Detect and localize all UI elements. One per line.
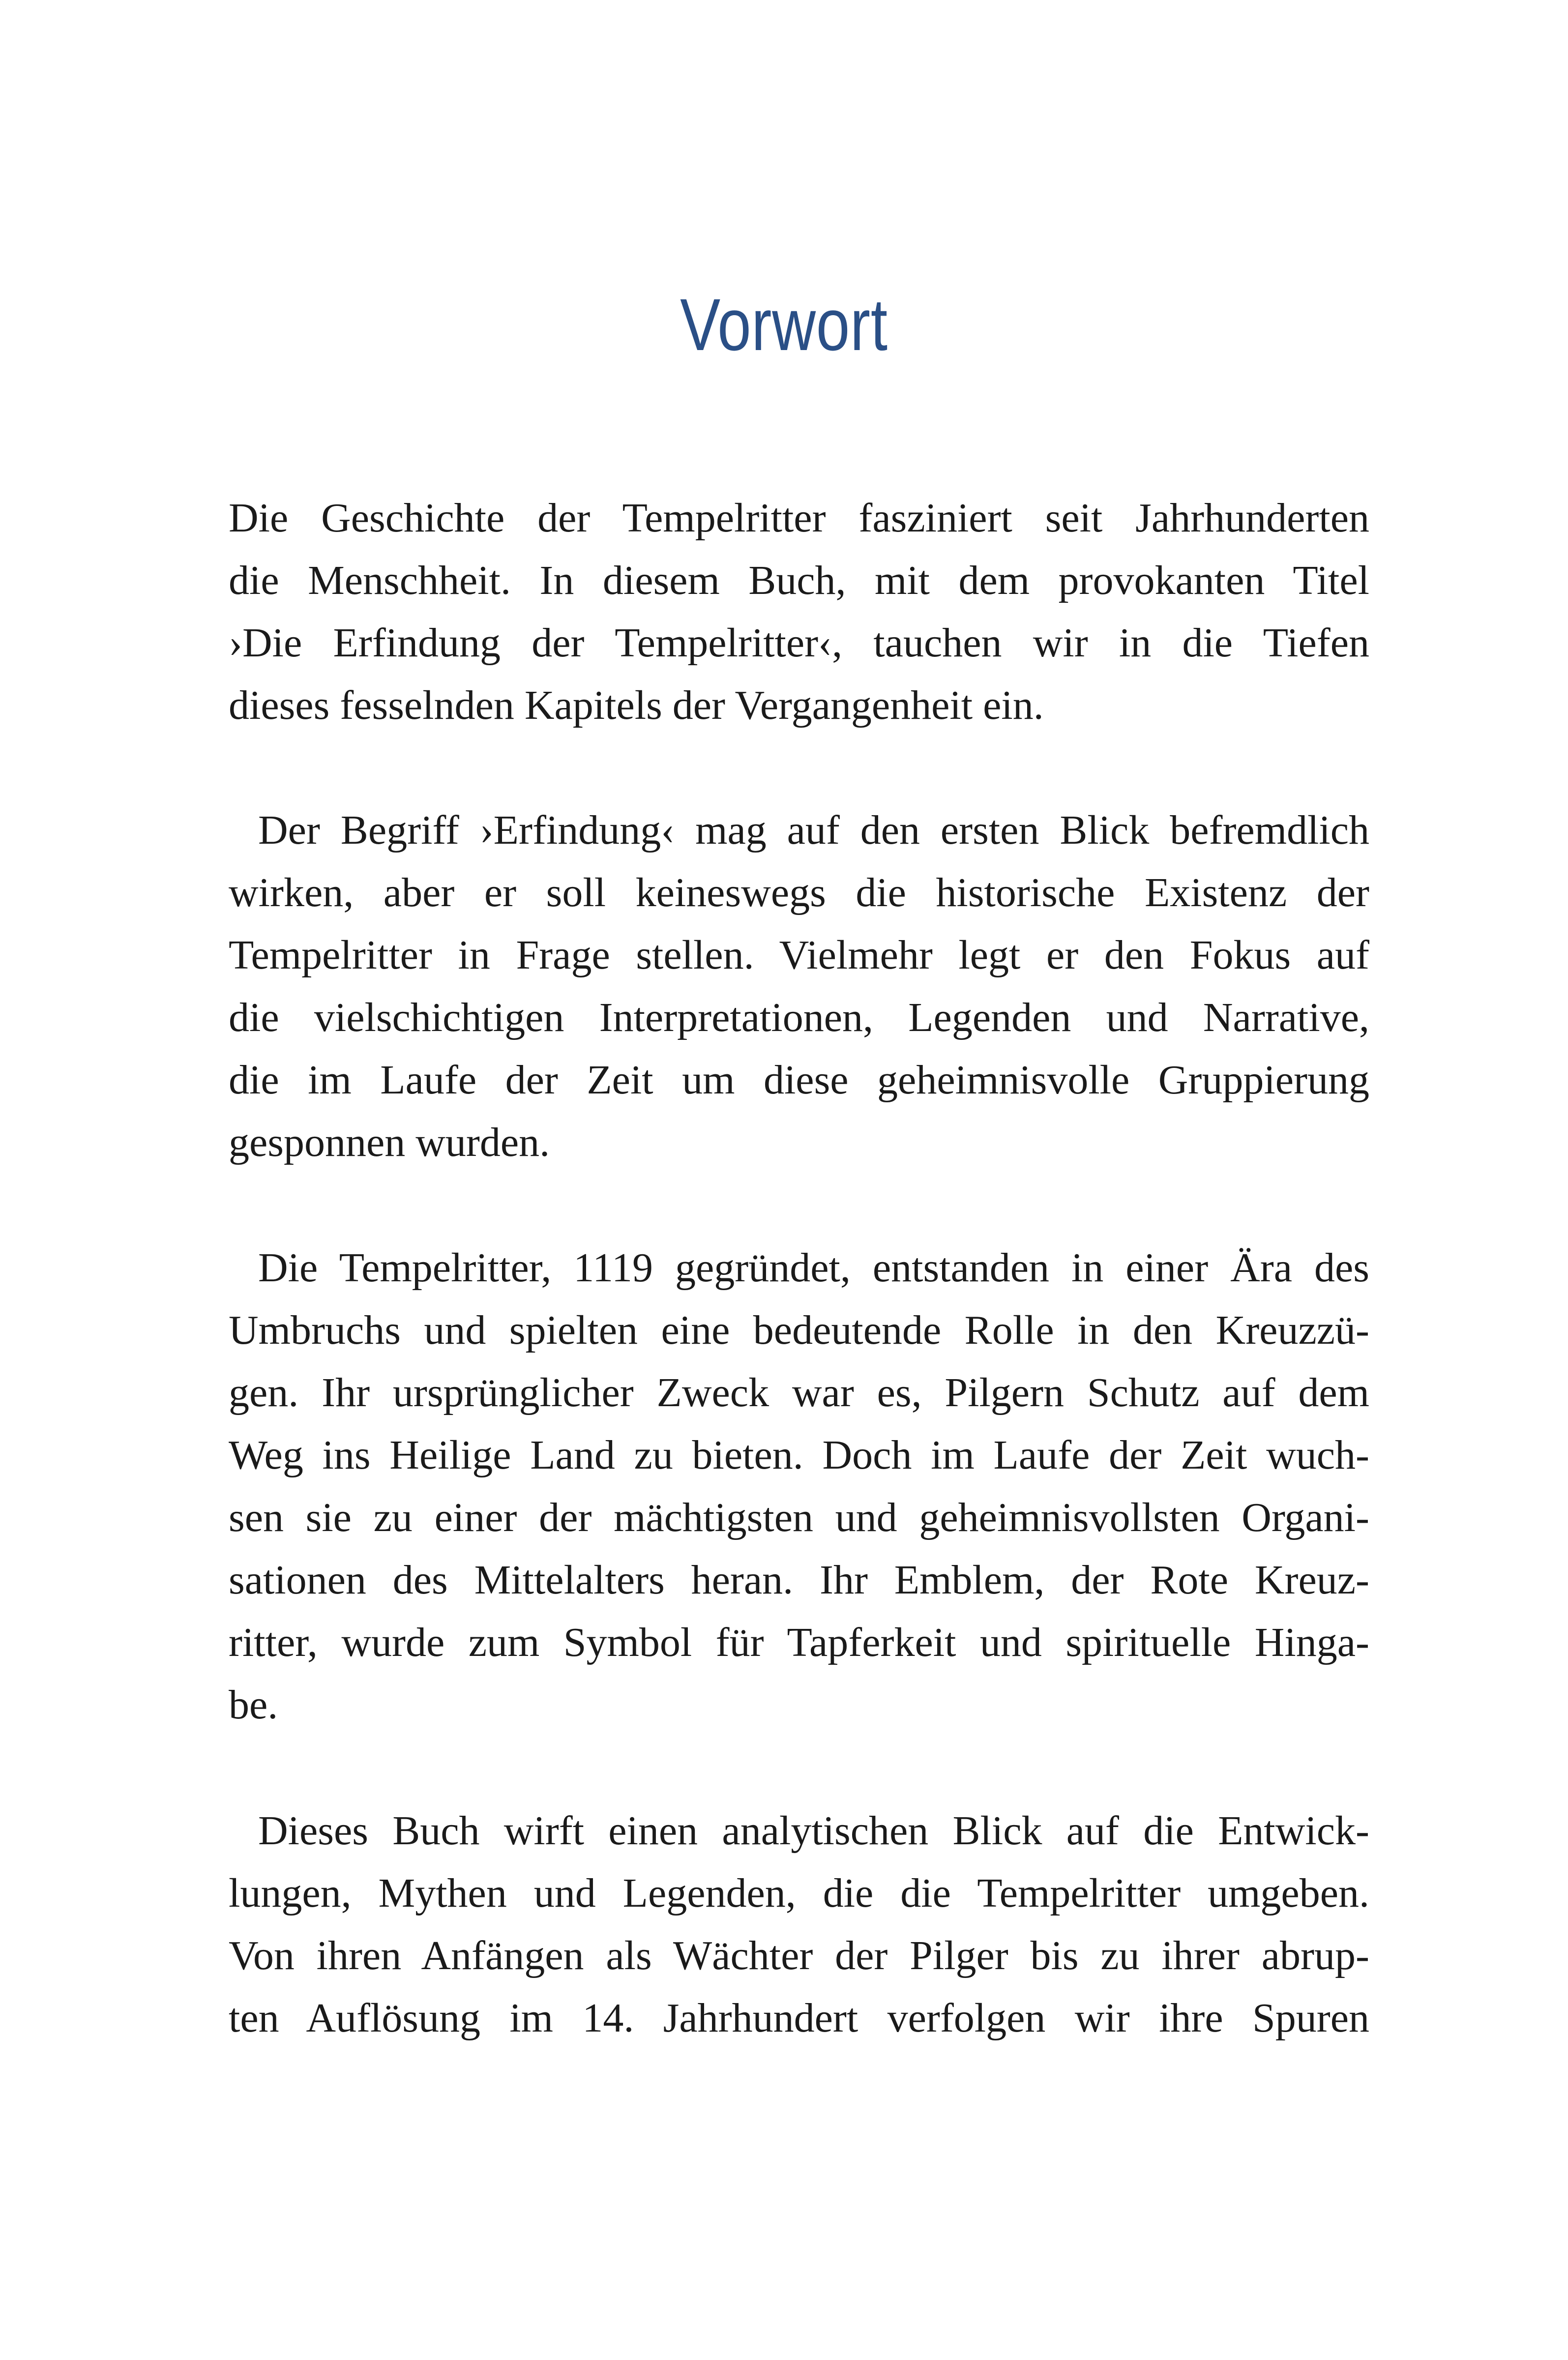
paragraph-line: Weg ins Heilige Land zu bieten. Doch im Laufe der Zeit wuch-: [229, 1432, 1369, 1478]
paragraph-line: Der Begriff ›Erfindung‹ mag auf den ersten Blick befremdlich: [258, 807, 1369, 853]
paragraph-2: [229, 799, 1369, 1174]
paragraph-line: sen sie zu einer der mächtigsten und geheimnisvollsten Organi-: [229, 1495, 1369, 1540]
paragraph-line: ten Auflösung im 14. Jahrhundert verfolgen wir ihre Spuren: [229, 1995, 1369, 2041]
paragraph-line: Die Geschichte der Tempelritter fasziniert seit Jahrhunderten: [229, 495, 1369, 541]
paragraph-line: die Menschheit. In diesem Buch, mit dem provokanten Titel: [229, 558, 1369, 603]
paragraph-3: [229, 1237, 1369, 1736]
chapter-title: Vorwort: [680, 283, 888, 366]
paragraph-line: die im Laufe der Zeit um diese geheimnisvolle Gruppierung: [229, 1057, 1369, 1103]
paragraph-line: ›Die Erfindung der Tempelritter‹, tauchen wir in die Tiefen: [229, 620, 1369, 666]
paragraph-line: Umbruchs und spielten eine bedeutende Rolle in den Kreuzzü-: [229, 1307, 1369, 1353]
paragraph-line: Die Tempelritter, 1119 gegründet, entstanden in einer Ära des: [258, 1245, 1369, 1291]
paragraph-line: lungen, Mythen und Legenden, die die Tempelritter umgeben.: [229, 1870, 1369, 1916]
paragraph-line: ritter, wurde zum Symbol für Tapferkeit und spirituelle Hinga-: [229, 1620, 1369, 1665]
paragraph-line: die vielschichtigen Interpretationen, Legenden und Narrative,: [229, 995, 1369, 1040]
paragraph-line: be.: [229, 1682, 278, 1728]
paragraph-line: dieses fesselnden Kapitels der Vergangenheit ein.: [229, 682, 1044, 728]
paragraph-line: gen. Ihr ursprünglicher Zweck war es, Pilgern Schutz auf dem: [229, 1370, 1369, 1416]
paragraph-line: gesponnen wurden.: [229, 1120, 550, 1165]
paragraph-1: [229, 487, 1369, 737]
paragraph-line: wirken, aber er soll keineswegs die historische Existenz der: [229, 870, 1369, 915]
paragraph-line: Von ihren Anfängen als Wächter der Pilger bis zu ihrer abrup-: [229, 1933, 1369, 1978]
paragraph-line: sationen des Mittelalters heran. Ihr Emblem, der Rote Kreuz-: [229, 1557, 1369, 1603]
paragraph-line: Tempelritter in Frage stellen. Vielmehr legt er den Fokus auf: [229, 932, 1369, 978]
paragraph-4: [229, 1800, 1369, 2049]
paragraph-line: Dieses Buch wirft einen analytischen Blick auf die Entwick-: [258, 1808, 1369, 1854]
